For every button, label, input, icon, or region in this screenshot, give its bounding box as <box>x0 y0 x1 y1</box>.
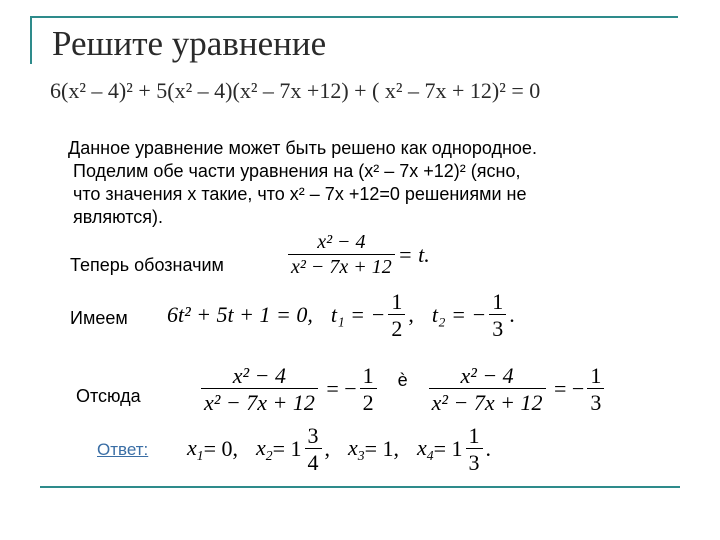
hence-connector: è <box>397 369 408 390</box>
substitution-fraction <box>288 232 395 278</box>
hence-eq1-rhs <box>360 364 377 414</box>
t1-denominator: 2 <box>388 314 405 340</box>
x2-fraction <box>305 424 322 474</box>
x4-numerator: 1 <box>468 423 480 448</box>
x2-whole: = 1 <box>272 436 302 462</box>
substitution-denominator: x² − 7x + 12 <box>288 254 395 278</box>
x1-answer: $x_1$ <box>187 434 204 463</box>
t1-fraction <box>388 290 405 340</box>
hence-eq2-rhs-denominator: 3 <box>587 388 604 414</box>
t2-denominator: 3 <box>489 314 506 340</box>
explanation-line: являются). <box>73 207 164 227</box>
hence-eq1-rhs-numerator: 1 <box>362 363 374 388</box>
hence-eq2-fraction <box>429 364 546 414</box>
x4-whole: = 1 <box>433 436 463 462</box>
hence-eq1-numerator: x² − 4 <box>232 363 287 388</box>
x1-value: = 0, <box>203 436 238 462</box>
t2-fraction <box>489 290 506 340</box>
hence-label: Отсюда <box>76 386 141 406</box>
t2-lhs: t₂ = − <box>431 302 487 328</box>
frame-bottom-line <box>40 486 680 488</box>
hence-eq1-fraction <box>201 364 318 414</box>
t1-numerator: 1 <box>391 289 403 314</box>
explanation-line: Данное уравнение может быть решено как однородное. <box>68 138 537 158</box>
explanation-line: Поделим обе части уравнения на (x² – 7x +12)² (ясно, <box>73 161 521 181</box>
have-label: Имеем <box>70 308 128 328</box>
x4-denominator: 3 <box>466 448 483 474</box>
hence-eq1-denominator: x² − 7x + 12 <box>201 388 318 414</box>
hence-formula: $\frac{\text{x² − 4}}{\text{x² − 7x + 12}}$ = − $\frac{1}{2}$ è $\frac{\text{x² − 4}}{\text{x² − 7x + 12}}$ = − $\frac{1}{3}$ <box>198 364 607 414</box>
answer-label: Ответ: <box>97 440 149 459</box>
x4-fraction <box>466 424 483 474</box>
hence-eq1-rhs-denominator: 2 <box>360 388 377 414</box>
quadratic-equation: 6t² + 5t + 1 = 0, <box>167 302 313 328</box>
substitution-rhs: = t. <box>397 242 430 267</box>
x3-value: = 1, <box>364 436 399 462</box>
explanation-line: что значения x такие, что x² – 7x +12=0 решениями не <box>73 184 527 204</box>
x4-answer: $x_4$ <box>417 434 434 463</box>
x2-denominator: 4 <box>305 448 322 474</box>
x2-numerator: 3 <box>307 423 319 448</box>
have-formula: 6t² + 5t + 1 = 0, t₁ = − $\frac{1}{2}$ , t₂ = − $\frac{1}{3}$ . <box>167 289 515 342</box>
problem-equation: 6(x² – 4)² + 5(x² – 4)(x² – 7x +12) + ( x² – 7x + 12)² = 0 <box>50 78 541 103</box>
answer-formula: $x_1$ = 0, $x_2$ = 1 $\frac{3}{4}$ , $x_3$ = 1, $x_4$ = 1 $\frac{1}{3}$ . <box>187 423 491 476</box>
hence-eq2-rhs-numerator: 1 <box>590 363 602 388</box>
t1-lhs: t₁ = − <box>330 302 386 328</box>
t2-numerator: 1 <box>492 289 504 314</box>
explanation-paragraph <box>68 137 668 229</box>
substitution-numerator: x² − 4 <box>317 231 366 253</box>
frame-left-line <box>30 16 32 64</box>
x3-answer: $x_3$ <box>348 434 365 463</box>
slide-title: Решите уравнение <box>52 24 327 63</box>
substitution-label: Теперь обозначим <box>70 255 224 275</box>
hence-eq2-denominator: x² − 7x + 12 <box>429 388 546 414</box>
hence-eq2-rhs <box>587 364 604 414</box>
x2-answer: $x_2$ <box>256 434 273 463</box>
substitution-formula <box>285 232 430 278</box>
hence-eq2-numerator: x² − 4 <box>460 363 514 388</box>
frame-top-line <box>30 16 678 18</box>
